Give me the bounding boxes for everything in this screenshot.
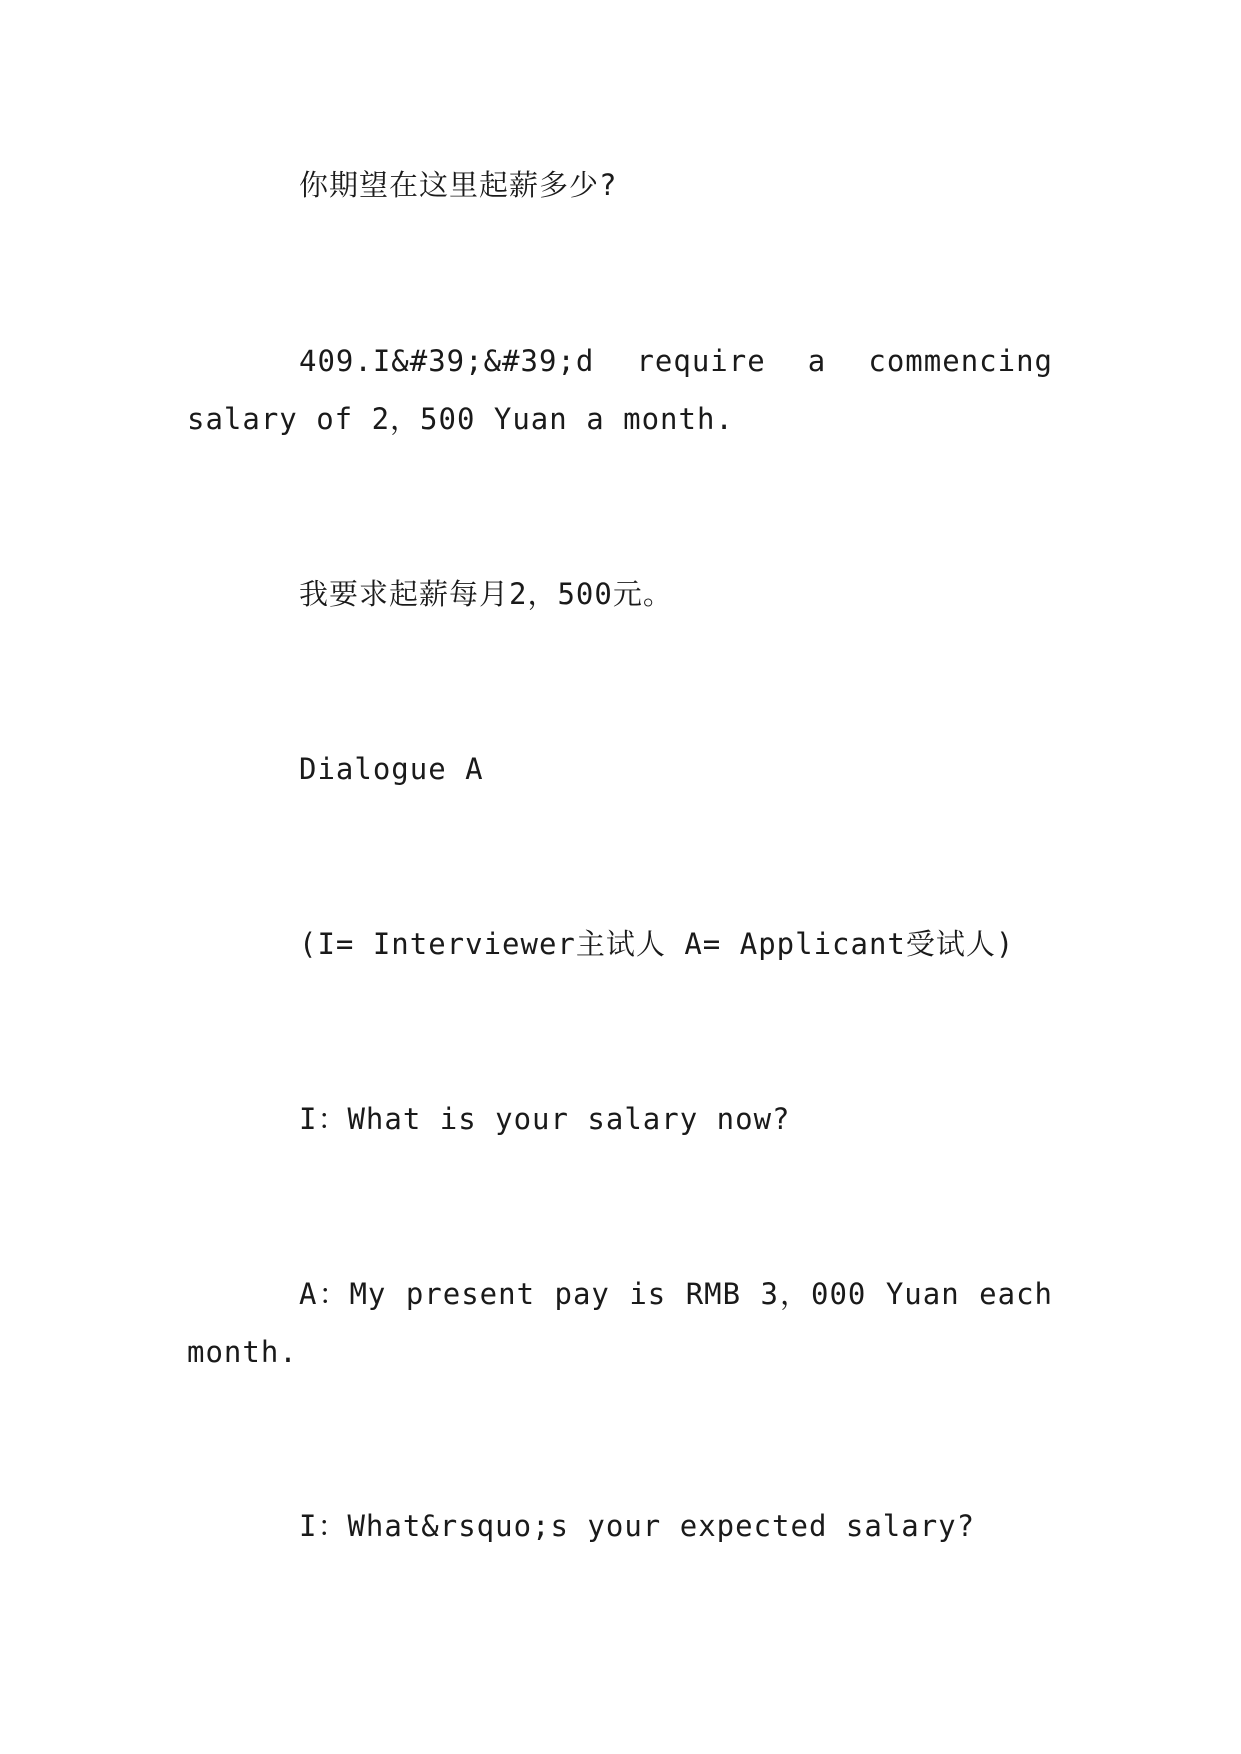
numbered-sentence-409: 409.I&#39;&#39;d require a commencing salary of 2，500 Yuan a month. — [187, 344, 1072, 436]
chinese-question-line: 你期望在这里起薪多少? — [299, 168, 618, 202]
dialogue-line-applicant-1: A：My present pay is RMB 3，000 Yuan each month. — [187, 1277, 1072, 1369]
dialogue-line-interviewer-2: I：What&rsquo;s your expected salary? — [299, 1509, 976, 1543]
role-legend: (I= Interviewer主试人 A= Applicant受试人) — [299, 927, 1015, 961]
dialogue-line-interviewer-1: I：What is your salary now? — [299, 1102, 791, 1136]
chinese-translation-line: 我要求起薪每月2，500元。 — [299, 577, 673, 611]
dialogue-heading: Dialogue A — [299, 752, 484, 786]
